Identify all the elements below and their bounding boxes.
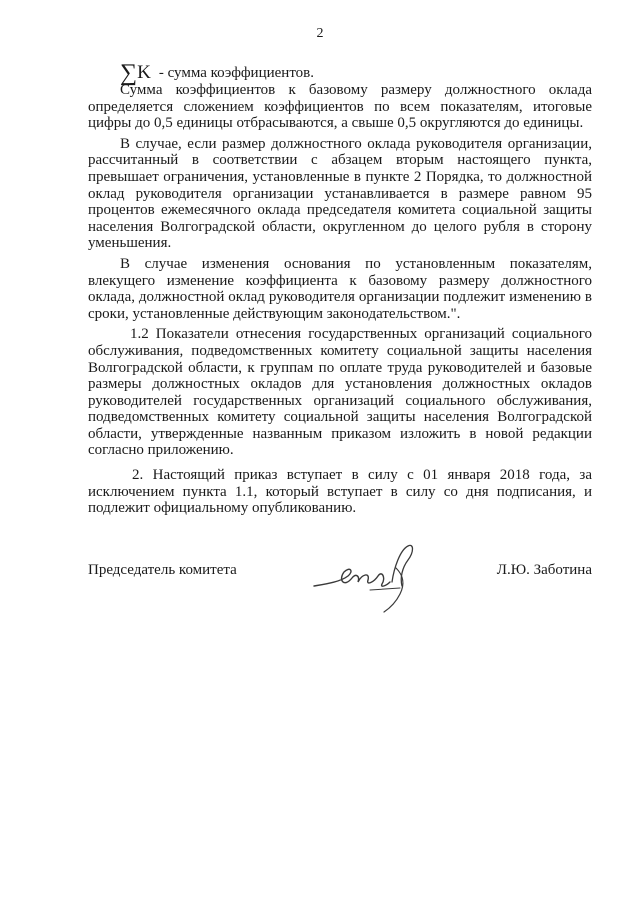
signature-block: [88, 560, 592, 620]
signatory-title: Председатель комитета: [88, 562, 237, 578]
paragraph-item-2: 2. Настоящий приказ вступает в силу с 01 января 2018 года, за исключением пункта 1.1, который вступает в силу со дня подписания, и подлежит официальному опубликованию.: [88, 467, 592, 517]
paragraph-basis-change: В случае изменения основания по установленным показателям, влекущего изменение коэффициента к базовому размеру должностного оклада, должностной оклад руководителя организации подлежит изменению в сроки, установленные действующим законодательством.".: [88, 255, 592, 322]
sum-symbol: ∑: [120, 60, 138, 86]
paragraph-salary-limit: В случае, если размер должностного оклада руководителя организации, рассчитанный в соответствии с абзацем вторым настоящего пункта, превышает ограничения, установленные в пункте 2 Порядка, то должностной оклад руководителя организации устанавливается в размере равном 95 процентов ежемесячного оклада председателя комитета социальной защиты населения Волгоградской области, округленном до целого рубля в сторону уменьшения.: [88, 135, 592, 252]
paragraph-item-1-2: 1.2 Показатели отнесения государственных организаций социального обслуживания, подведомственных комитету социальной защиты населения Волгоградской области, к группам по оплате труда руководителей и базовые размеры должностных окладов для установления должностных окладов руководителей государственных организаций социального обслуживания, подведомственных комитету социальной защиты населения Волгоградской области, утвержденные названным приказом изложить в новой редакции согласно приложению.: [88, 326, 592, 459]
paragraph-sum-calculation: Сумма коэффициентов к базовому размеру должностного оклада определяется сложением коэффициентов по всем показателям, итоговые цифры до 0,5 единицы отбрасываются, а свыше 0,5 округляются до единицы.: [88, 82, 592, 132]
handwritten-signature: [310, 538, 420, 618]
sum-definition-text: - сумма коэффициентов.: [158, 65, 315, 81]
signatory-name: Л.Ю. Заботина: [496, 562, 592, 578]
sum-variable: K: [137, 62, 151, 83]
document-body: [88, 82, 592, 517]
page-number: 2: [316, 26, 324, 41]
